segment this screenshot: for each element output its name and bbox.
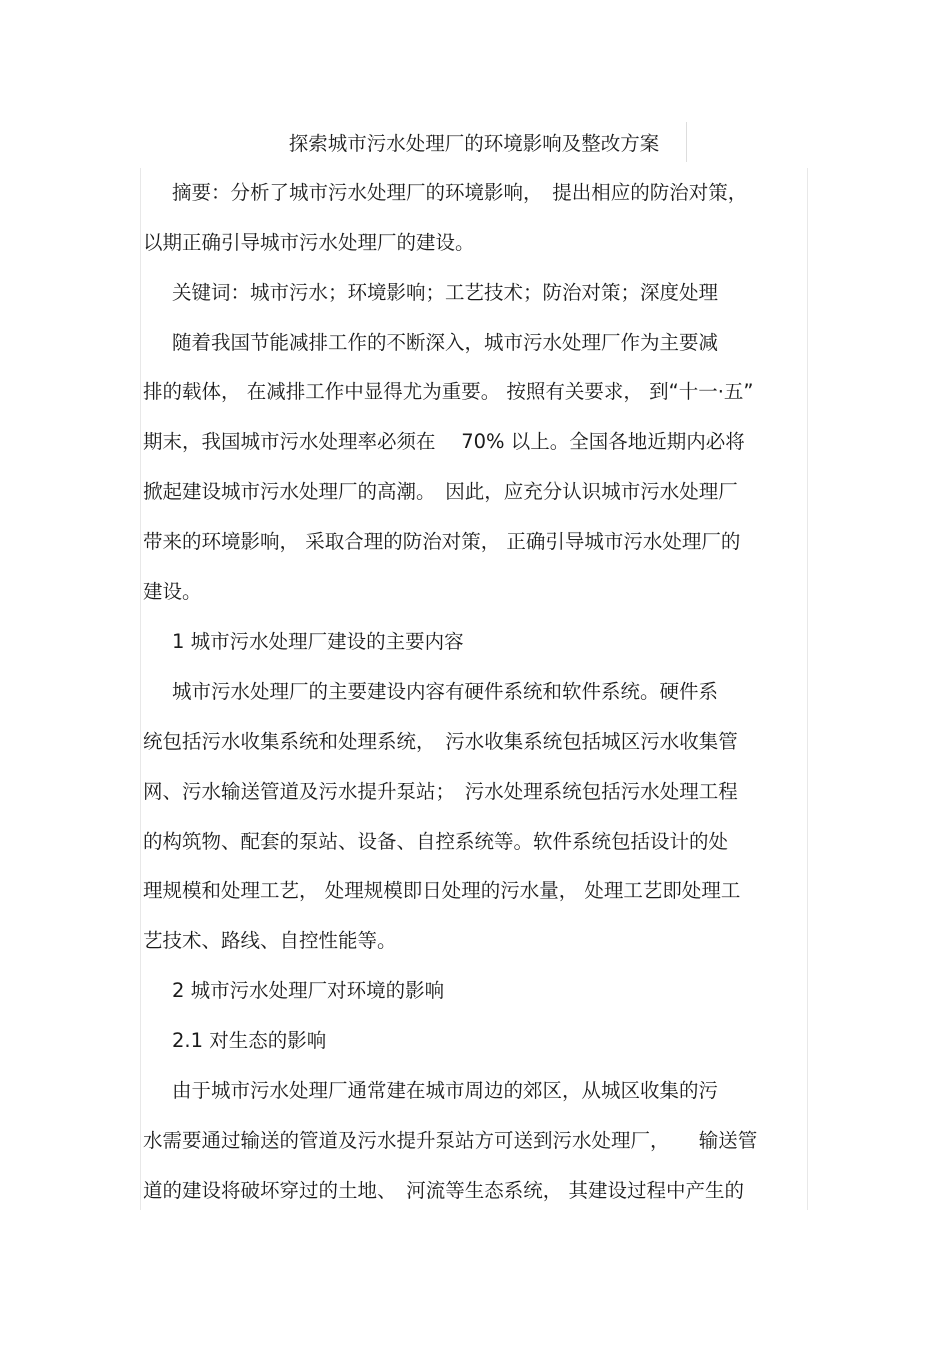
intro-line-5: 带来的环境影响， 采取合理的防治对策， 正确引导城市污水处理厂的	[143, 530, 741, 553]
document-title: 探索城市污水处理厂的环境影响及整改方案	[288, 132, 660, 155]
abstract-line-1: 摘要：分析了城市污水处理厂的环境影响， 提出相应的防治对策，	[172, 181, 748, 204]
abstract-line-2: 以期正确引导城市污水处理厂的建设。	[143, 231, 475, 254]
section-2-1-heading: 2.1 对生态的影响	[172, 1029, 327, 1052]
section-1-line-2: 统包括污水收集系统和处理系统， 污水收集系统包括城区污水收集管	[143, 730, 738, 753]
left-margin-line	[140, 168, 141, 1210]
intro-line-6: 建设。	[143, 580, 202, 603]
section-2-1-line-2: 水需要通过输送的管道及污水提升泵站方可送到污水处理厂， 输送管	[143, 1129, 758, 1152]
intro-line-1: 随着我国节能减排工作的不断深入，城市污水处理厂作为主要减	[172, 331, 719, 354]
section-2-1-line-1: 由于城市污水处理厂通常建在城市周边的郊区，从城区收集的污	[172, 1079, 719, 1102]
section-2-heading: 2 城市污水处理厂对环境的影响	[172, 979, 445, 1002]
intro-line-3: 期末，我国城市污水处理率必须在 70% 以上。全国各地近期内必将	[143, 430, 745, 453]
section-1-line-4: 的构筑物、配套的泵站、设备、自控系统等。软件系统包括设计的处	[143, 830, 729, 853]
keywords-line: 关键词：城市污水；环境影响；工艺技术；防治对策；深度处理	[172, 281, 719, 304]
section-1-line-1: 城市污水处理厂的主要建设内容有硬件系统和软件系统。硬件系	[172, 680, 719, 703]
section-1-line-6: 艺技术、路线、自控性能等。	[143, 929, 397, 952]
section-1-heading: 1 城市污水处理厂建设的主要内容	[172, 630, 464, 653]
intro-line-4: 掀起建设城市污水处理厂的高潮。 因此，应充分认识城市污水处理厂	[143, 480, 738, 503]
section-1-line-5: 理规模和处理工艺， 处理规模即日处理的污水量， 处理工艺即处理工	[143, 879, 741, 902]
section-1-line-3: 网、污水输送管道及污水提升泵站； 污水处理系统包括污水处理工程	[143, 780, 738, 803]
intro-line-2: 排的载体， 在减排工作中显得尤为重要。 按照有关要求， 到“十一·五”	[143, 380, 754, 403]
section-2-1-line-3: 道的建设将破坏穿过的土地、 河流等生态系统， 其建设过程中产生的	[143, 1179, 744, 1202]
